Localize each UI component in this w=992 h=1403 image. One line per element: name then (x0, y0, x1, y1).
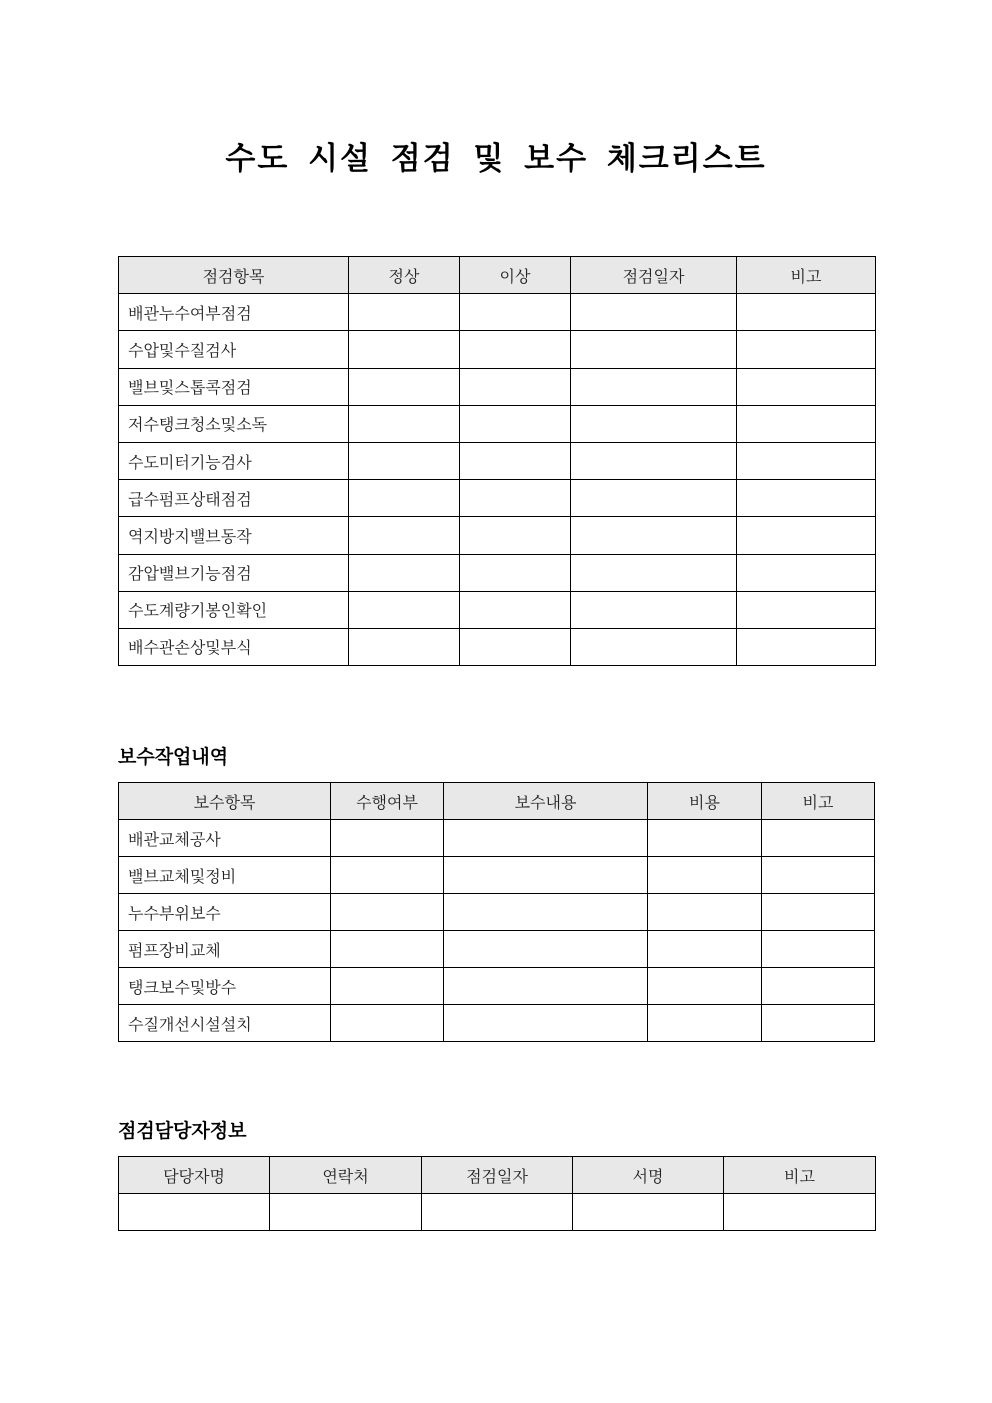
inspection-item-label: 수도미터기능검사 (119, 442, 349, 479)
inspection-item-label: 배관누수여부점검 (119, 294, 349, 331)
header-inspection-item: 점검항목 (119, 257, 349, 294)
inspection-item-label: 감압밸브기능점검 (119, 554, 349, 591)
abnormal-cell[interactable] (460, 442, 571, 479)
note-cell[interactable] (762, 857, 875, 894)
cost-cell[interactable] (648, 968, 762, 1005)
table-row (119, 405, 876, 442)
normal-cell[interactable] (349, 591, 460, 628)
inspection-table (118, 256, 876, 666)
date-cell[interactable] (571, 442, 737, 479)
date-cell[interactable] (571, 368, 737, 405)
header-signature: 서명 (573, 1157, 724, 1194)
cost-cell[interactable] (648, 894, 762, 931)
date-cell[interactable] (571, 480, 737, 517)
note-cell[interactable] (762, 1005, 875, 1042)
inspection-item-label: 급수펌프상태점검 (119, 480, 349, 517)
abnormal-cell[interactable] (460, 331, 571, 368)
normal-cell[interactable] (349, 554, 460, 591)
table-row (119, 368, 876, 405)
performed-cell[interactable] (331, 931, 444, 968)
header-note: 비고 (762, 783, 875, 820)
page-title: 수도 시설 점검 및 보수 체크리스트 (225, 141, 767, 177)
note-cell[interactable] (737, 517, 876, 554)
content-cell[interactable] (444, 894, 648, 931)
table-row (119, 442, 876, 479)
repair-table (118, 782, 875, 1042)
content-cell[interactable] (444, 820, 648, 857)
manager-section-title: 점검담당자정보 (118, 1120, 247, 1142)
header-cost: 비용 (648, 783, 762, 820)
table-row (119, 517, 876, 554)
abnormal-cell[interactable] (460, 517, 571, 554)
normal-cell[interactable] (349, 294, 460, 331)
note-cell[interactable] (737, 554, 876, 591)
cost-cell[interactable] (648, 1005, 762, 1042)
content-cell[interactable] (444, 857, 648, 894)
header-inspection-date: 점검일자 (571, 257, 737, 294)
contact-cell[interactable] (270, 1194, 422, 1231)
normal-cell[interactable] (349, 480, 460, 517)
performed-cell[interactable] (331, 857, 444, 894)
table-row (119, 1194, 876, 1231)
note-cell[interactable] (737, 294, 876, 331)
note-cell[interactable] (737, 405, 876, 442)
table-row (119, 331, 876, 368)
normal-cell[interactable] (349, 331, 460, 368)
repair-item-label: 펌프장비교체 (119, 931, 331, 968)
repair-item-label: 밸브교체및정비 (119, 857, 331, 894)
note-cell[interactable] (737, 442, 876, 479)
table-row (119, 294, 876, 331)
abnormal-cell[interactable] (460, 368, 571, 405)
content-cell[interactable] (444, 931, 648, 968)
note-cell[interactable] (737, 480, 876, 517)
date-cell[interactable] (422, 1194, 573, 1231)
cost-cell[interactable] (648, 857, 762, 894)
performed-cell[interactable] (331, 820, 444, 857)
normal-cell[interactable] (349, 368, 460, 405)
inspection-item-label: 배수관손상및부식 (119, 628, 349, 665)
abnormal-cell[interactable] (460, 294, 571, 331)
cost-cell[interactable] (648, 820, 762, 857)
header-manager-name: 담당자명 (119, 1157, 270, 1194)
normal-cell[interactable] (349, 628, 460, 665)
table-row (119, 480, 876, 517)
repair-section-title: 보수작업내역 (118, 746, 229, 768)
inspection-item-label: 역지방지밸브동작 (119, 517, 349, 554)
abnormal-cell[interactable] (460, 554, 571, 591)
repair-item-label: 탱크보수및방수 (119, 968, 331, 1005)
performed-cell[interactable] (331, 968, 444, 1005)
table-row (119, 894, 875, 931)
table-row (119, 554, 876, 591)
abnormal-cell[interactable] (460, 405, 571, 442)
note-cell[interactable] (737, 331, 876, 368)
signature-cell[interactable] (573, 1194, 724, 1231)
header-repair-content: 보수내용 (444, 783, 648, 820)
header-abnormal: 이상 (460, 257, 571, 294)
date-cell[interactable] (571, 405, 737, 442)
note-cell[interactable] (737, 591, 876, 628)
table-row (119, 857, 875, 894)
performed-cell[interactable] (331, 894, 444, 931)
normal-cell[interactable] (349, 442, 460, 479)
table-row (119, 931, 875, 968)
table-row (119, 820, 875, 857)
inspection-item-label: 수도계량기봉인확인 (119, 591, 349, 628)
header-repair-item: 보수항목 (119, 783, 331, 820)
abnormal-cell[interactable] (460, 480, 571, 517)
date-cell[interactable] (571, 294, 737, 331)
note-cell[interactable] (762, 894, 875, 931)
note-cell[interactable] (737, 368, 876, 405)
cost-cell[interactable] (648, 931, 762, 968)
table-header-row (119, 257, 876, 294)
date-cell[interactable] (571, 591, 737, 628)
date-cell[interactable] (571, 554, 737, 591)
note-cell[interactable] (762, 968, 875, 1005)
header-note: 비고 (737, 257, 876, 294)
header-performed: 수행여부 (331, 783, 444, 820)
repair-item-label: 수질개선시설설치 (119, 1005, 331, 1042)
inspection-item-label: 수압및수질검사 (119, 331, 349, 368)
date-cell[interactable] (571, 517, 737, 554)
inspection-item-label: 밸브및스톱콕점검 (119, 368, 349, 405)
note-cell[interactable] (737, 628, 876, 665)
header-normal: 정상 (349, 257, 460, 294)
inspection-item-label: 저수탱크청소및소독 (119, 405, 349, 442)
header-contact: 연락처 (270, 1157, 422, 1194)
note-cell[interactable] (762, 820, 875, 857)
table-row (119, 591, 876, 628)
header-note: 비고 (724, 1157, 876, 1194)
note-cell[interactable] (724, 1194, 876, 1231)
date-cell[interactable] (571, 628, 737, 665)
manager-table (118, 1156, 876, 1231)
abnormal-cell[interactable] (460, 591, 571, 628)
table-header-row (119, 783, 875, 820)
normal-cell[interactable] (349, 405, 460, 442)
content-cell[interactable] (444, 1005, 648, 1042)
note-cell[interactable] (762, 931, 875, 968)
performed-cell[interactable] (331, 1005, 444, 1042)
table-row (119, 968, 875, 1005)
table-header-row (119, 1157, 876, 1194)
table-row (119, 1005, 875, 1042)
repair-item-label: 누수부위보수 (119, 894, 331, 931)
manager-name-cell[interactable] (119, 1194, 270, 1231)
date-cell[interactable] (571, 331, 737, 368)
header-inspection-date: 점검일자 (422, 1157, 573, 1194)
content-cell[interactable] (444, 968, 648, 1005)
normal-cell[interactable] (349, 517, 460, 554)
repair-item-label: 배관교체공사 (119, 820, 331, 857)
table-row (119, 628, 876, 665)
abnormal-cell[interactable] (460, 628, 571, 665)
